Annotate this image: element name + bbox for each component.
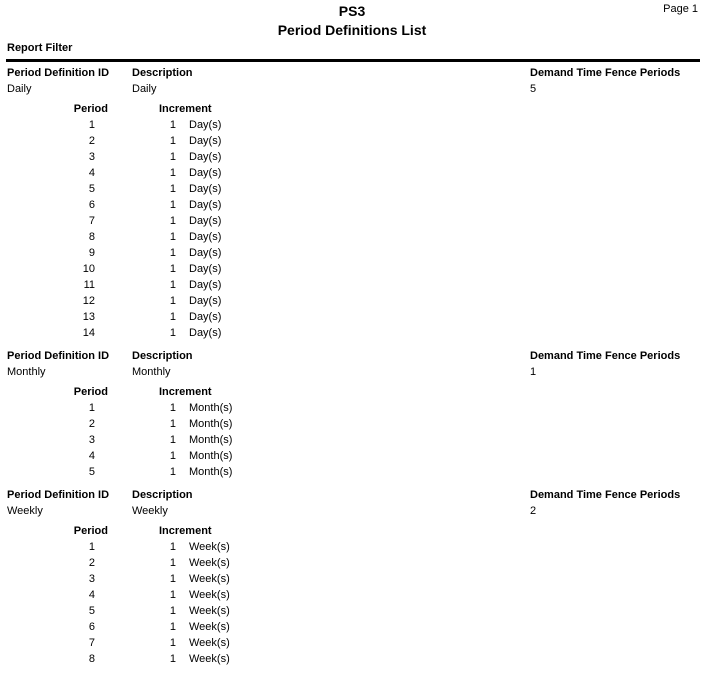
increment-unit-cell: Day(s) bbox=[189, 295, 222, 307]
period-cell: 7 bbox=[88, 215, 95, 227]
increment-count-cell: 1 bbox=[169, 541, 176, 553]
increment-unit-cell: Week(s) bbox=[189, 589, 230, 601]
increment-unit-cell: Day(s) bbox=[189, 167, 222, 179]
description-value: Monthly bbox=[132, 366, 171, 378]
col-header-period-definition-id: Period Definition ID bbox=[7, 350, 110, 362]
increment-count-cell: 1 bbox=[169, 151, 176, 163]
period-cell: 2 bbox=[88, 418, 95, 430]
increment-unit-cell: Week(s) bbox=[189, 541, 230, 553]
increment-unit-cell: Week(s) bbox=[189, 653, 230, 665]
demand-time-fence-value: 2 bbox=[530, 505, 537, 517]
col-header-period: Period bbox=[73, 386, 108, 398]
increment-count-cell: 1 bbox=[169, 605, 176, 617]
increment-unit-cell: Month(s) bbox=[189, 402, 233, 414]
increment-count-cell: 1 bbox=[169, 557, 176, 569]
col-header-period: Period bbox=[73, 525, 108, 537]
increment-unit-cell: Week(s) bbox=[189, 605, 230, 617]
increment-unit-cell: Day(s) bbox=[189, 311, 222, 323]
col-header-description: Description bbox=[132, 489, 193, 501]
period-cell: 10 bbox=[82, 263, 95, 275]
period-cell: 3 bbox=[88, 573, 95, 585]
increment-count-cell: 1 bbox=[169, 621, 176, 633]
period-definition-id: Monthly bbox=[7, 366, 46, 378]
col-header-period: Period bbox=[73, 103, 108, 115]
increment-count-cell: 1 bbox=[169, 279, 176, 291]
period-cell: 7 bbox=[88, 637, 95, 649]
increment-count-cell: 1 bbox=[169, 119, 176, 131]
increment-count-cell: 1 bbox=[169, 653, 176, 665]
period-definition-id: Weekly bbox=[7, 505, 43, 517]
col-header-increment: Increment bbox=[159, 386, 212, 398]
period-cell: 13 bbox=[82, 311, 95, 323]
increment-unit-cell: Week(s) bbox=[189, 637, 230, 649]
page-number: Page 1 bbox=[663, 3, 698, 15]
increment-unit-cell: Week(s) bbox=[189, 573, 230, 585]
increment-unit-cell: Month(s) bbox=[189, 418, 233, 430]
period-cell: 4 bbox=[88, 167, 95, 179]
header-divider bbox=[6, 59, 700, 62]
period-cell: 2 bbox=[88, 135, 95, 147]
col-header-demand-time-fence: Demand Time Fence Periods bbox=[530, 489, 681, 501]
col-header-description: Description bbox=[132, 67, 193, 79]
report-filter-label: Report Filter bbox=[7, 42, 73, 54]
increment-unit-cell: Day(s) bbox=[189, 279, 222, 291]
increment-count-cell: 1 bbox=[169, 199, 176, 211]
col-header-demand-time-fence: Demand Time Fence Periods bbox=[530, 67, 681, 79]
increment-count-cell: 1 bbox=[169, 466, 176, 478]
increment-count-cell: 1 bbox=[169, 589, 176, 601]
demand-time-fence-value: 5 bbox=[530, 83, 537, 95]
period-cell: 2 bbox=[88, 557, 95, 569]
period-cell: 14 bbox=[82, 327, 95, 339]
increment-count-cell: 1 bbox=[169, 247, 176, 259]
col-header-demand-time-fence: Demand Time Fence Periods bbox=[530, 350, 681, 362]
increment-count-cell: 1 bbox=[169, 573, 176, 585]
increment-count-cell: 1 bbox=[169, 311, 176, 323]
report-title: Period Definitions List bbox=[277, 22, 427, 38]
col-header-period-definition-id: Period Definition ID bbox=[7, 67, 110, 79]
period-cell: 6 bbox=[88, 199, 95, 211]
increment-count-cell: 1 bbox=[169, 167, 176, 179]
period-definition-id: Daily bbox=[7, 83, 32, 95]
increment-unit-cell: Month(s) bbox=[189, 466, 233, 478]
col-header-increment: Increment bbox=[159, 103, 212, 115]
increment-unit-cell: Day(s) bbox=[189, 119, 222, 131]
increment-unit-cell: Day(s) bbox=[189, 151, 222, 163]
description-value: Weekly bbox=[132, 505, 168, 517]
increment-count-cell: 1 bbox=[169, 434, 176, 446]
increment-count-cell: 1 bbox=[169, 402, 176, 414]
increment-unit-cell: Month(s) bbox=[189, 450, 233, 462]
period-cell: 11 bbox=[83, 279, 95, 291]
increment-unit-cell: Day(s) bbox=[189, 135, 222, 147]
period-cell: 4 bbox=[88, 589, 95, 601]
company-name: PS3 bbox=[338, 3, 366, 19]
increment-count-cell: 1 bbox=[169, 183, 176, 195]
period-cell: 12 bbox=[82, 295, 95, 307]
increment-count-cell: 1 bbox=[169, 637, 176, 649]
increment-unit-cell: Month(s) bbox=[189, 434, 233, 446]
increment-count-cell: 1 bbox=[169, 418, 176, 430]
period-cell: 3 bbox=[88, 151, 95, 163]
period-cell: 8 bbox=[88, 653, 95, 665]
increment-unit-cell: Day(s) bbox=[189, 263, 222, 275]
increment-unit-cell: Day(s) bbox=[189, 327, 222, 339]
increment-unit-cell: Week(s) bbox=[189, 621, 230, 633]
period-cell: 1 bbox=[88, 541, 95, 553]
period-cell: 3 bbox=[88, 434, 95, 446]
period-cell: 8 bbox=[88, 231, 95, 243]
col-header-period-definition-id: Period Definition ID bbox=[7, 489, 110, 501]
increment-count-cell: 1 bbox=[169, 450, 176, 462]
period-cell: 9 bbox=[88, 247, 95, 259]
increment-count-cell: 1 bbox=[169, 135, 176, 147]
increment-unit-cell: Week(s) bbox=[189, 557, 230, 569]
period-cell: 5 bbox=[88, 183, 95, 195]
period-cell: 5 bbox=[88, 466, 95, 478]
increment-count-cell: 1 bbox=[169, 327, 176, 339]
period-cell: 1 bbox=[88, 119, 95, 131]
increment-count-cell: 1 bbox=[169, 295, 176, 307]
increment-count-cell: 1 bbox=[169, 263, 176, 275]
increment-unit-cell: Day(s) bbox=[189, 199, 222, 211]
demand-time-fence-value: 1 bbox=[530, 366, 537, 378]
col-header-increment: Increment bbox=[159, 525, 212, 537]
increment-unit-cell: Day(s) bbox=[189, 247, 222, 259]
increment-count-cell: 1 bbox=[169, 215, 176, 227]
increment-unit-cell: Day(s) bbox=[189, 231, 222, 243]
increment-unit-cell: Day(s) bbox=[189, 215, 222, 227]
increment-unit-cell: Day(s) bbox=[189, 183, 222, 195]
period-cell: 5 bbox=[88, 605, 95, 617]
description-value: Daily bbox=[132, 83, 157, 95]
period-cell: 4 bbox=[88, 450, 95, 462]
increment-count-cell: 1 bbox=[169, 231, 176, 243]
period-cell: 1 bbox=[88, 402, 95, 414]
col-header-description: Description bbox=[132, 350, 193, 362]
period-cell: 6 bbox=[88, 621, 95, 633]
